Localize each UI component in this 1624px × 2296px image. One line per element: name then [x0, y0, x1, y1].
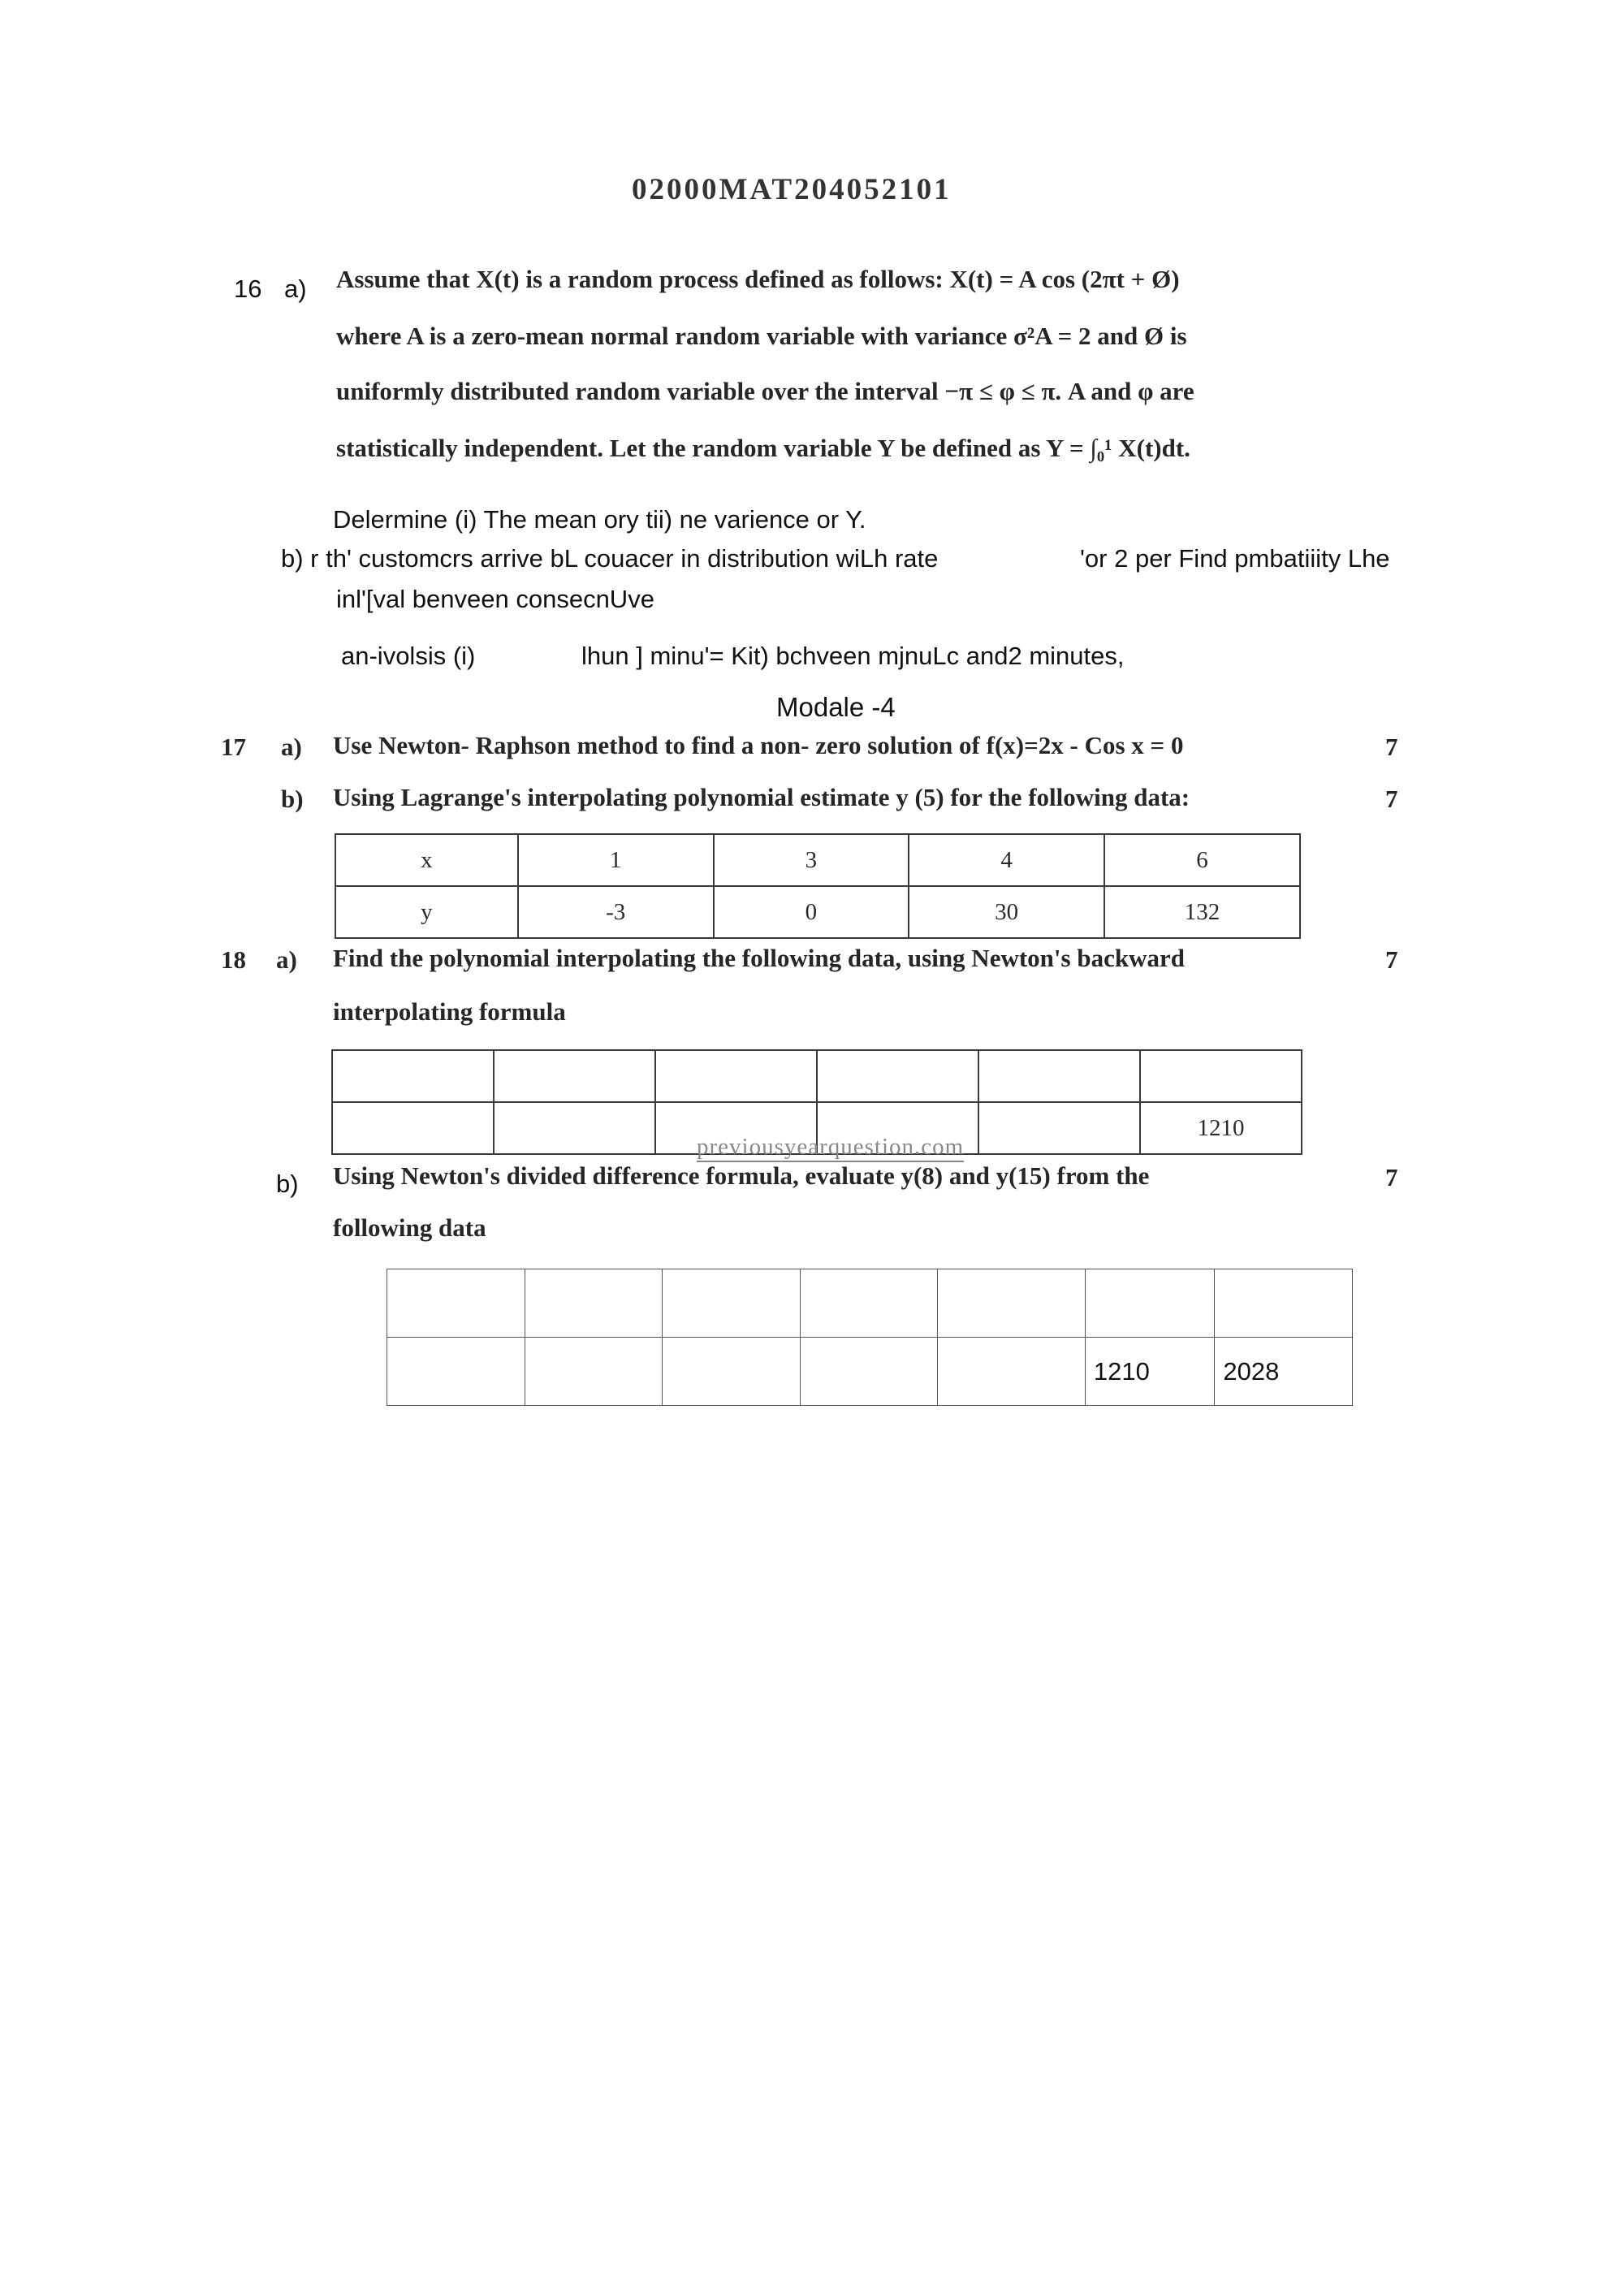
table-cell: 4 — [909, 834, 1104, 886]
table-cell: 0 — [714, 886, 909, 938]
table-cell — [1085, 1269, 1215, 1338]
q16a-line-1: Assume that X(t) is a random process defined as follows: X(t) = A cos (2πt + Ø) — [336, 265, 1180, 293]
question-number-16: 16 — [234, 275, 262, 303]
table-cell — [332, 1050, 494, 1102]
table-cell: x — [335, 834, 518, 886]
table-row — [335, 834, 1300, 886]
table-cell: 1210 — [1140, 1102, 1302, 1154]
q16-part-a-label: a) — [284, 275, 307, 303]
q17-data-table — [335, 833, 1301, 939]
table-cell — [1140, 1050, 1302, 1102]
module-heading: Modale -4 — [776, 692, 896, 722]
table-cell — [387, 1338, 525, 1406]
q16a-determine-text: Delermine (i) The mean ory tii) ne varience or Y. — [333, 505, 866, 534]
q17b-marks: 7 — [1385, 785, 1398, 813]
q18a-marks: 7 — [1385, 945, 1398, 974]
table-cell: 30 — [909, 886, 1104, 938]
paper-code: 02000MAT204052101 — [632, 173, 952, 206]
q17-part-b-label: b) — [281, 785, 304, 813]
table-cell — [978, 1102, 1140, 1154]
table-cell — [494, 1050, 655, 1102]
q18a-text-line-2: interpolating formula — [333, 997, 566, 1026]
table-cell — [525, 1338, 663, 1406]
question-number-17: 17 — [221, 733, 246, 761]
q16b-line-3-left: an-ivolsis (i) — [341, 642, 476, 670]
q16a-line-2: where A is a zero-mean normal random variable with variance σ²A = 2 and Ø is — [336, 322, 1187, 350]
q18b-text-line-2: following data — [333, 1213, 486, 1242]
q16a-line-3: uniformly distributed random variable over the interval −π ≤ φ ≤ π. A and φ are — [336, 377, 1194, 405]
table-cell: 2028 — [1215, 1338, 1353, 1406]
table-cell — [817, 1050, 978, 1102]
table-cell — [494, 1102, 655, 1154]
q18a-text-line-1: Find the polynomial interpolating the following data, using Newton's backward — [333, 944, 1185, 972]
table-cell — [663, 1338, 801, 1406]
table-cell: -3 — [518, 886, 714, 938]
table-cell — [655, 1050, 817, 1102]
q18-part-a-label: a) — [276, 945, 297, 974]
q16a-line-4: statistically independent. Let the random variable Y be defined as Y = ∫₀¹ X(t)dt. — [336, 434, 1190, 462]
table-cell — [978, 1050, 1140, 1102]
table-cell — [663, 1269, 801, 1338]
q17b-text: Using Lagrange's interpolating polynomial estimate y (5) for the following data: — [333, 783, 1190, 811]
q17-part-a-label: a) — [281, 733, 302, 761]
table-cell — [938, 1269, 1086, 1338]
q18b-marks: 7 — [1385, 1163, 1398, 1191]
q18b-text-line-1: Using Newton's divided difference formula, evaluate y(8) and y(15) from the — [333, 1161, 1150, 1190]
q17a-text: Use Newton- Raphson method to find a non- zero solution of f(x)=2x - Cos x = 0 — [333, 731, 1184, 759]
q16b-line-1-right: 'or 2 per Find pmbatiiity Lhe — [1080, 544, 1390, 573]
table-cell: 1210 — [1085, 1338, 1215, 1406]
q17a-marks: 7 — [1385, 733, 1398, 761]
question-number-18: 18 — [221, 945, 246, 974]
q18-part-b-label: b) — [276, 1170, 299, 1198]
table-cell — [800, 1338, 938, 1406]
table-cell: 6 — [1104, 834, 1300, 886]
table-cell: y — [335, 886, 518, 938]
table-cell — [1215, 1269, 1353, 1338]
q16b-line-3-right: lhun ] minu'= Kit) bchveen mjnuLc and2 minutes, — [581, 642, 1125, 670]
q18b-data-table — [387, 1269, 1353, 1406]
table-row — [335, 886, 1300, 938]
table-row — [387, 1269, 1353, 1338]
table-row — [332, 1050, 1302, 1102]
table-row — [387, 1338, 1353, 1406]
table-cell: 132 — [1104, 886, 1300, 938]
table-cell — [938, 1338, 1086, 1406]
q16b-line-1: b) r th' customcrs arrive bL couacer in distribution wiLh rate — [281, 544, 939, 573]
table-cell — [387, 1269, 525, 1338]
table-cell: 3 — [714, 834, 909, 886]
table-cell — [525, 1269, 663, 1338]
q16b-line-2: inl'[val benveen consecnUve — [336, 585, 654, 613]
table-cell — [800, 1269, 938, 1338]
watermark: previousyearquestion.com — [697, 1134, 964, 1162]
table-cell — [332, 1102, 494, 1154]
table-cell: 1 — [518, 834, 714, 886]
